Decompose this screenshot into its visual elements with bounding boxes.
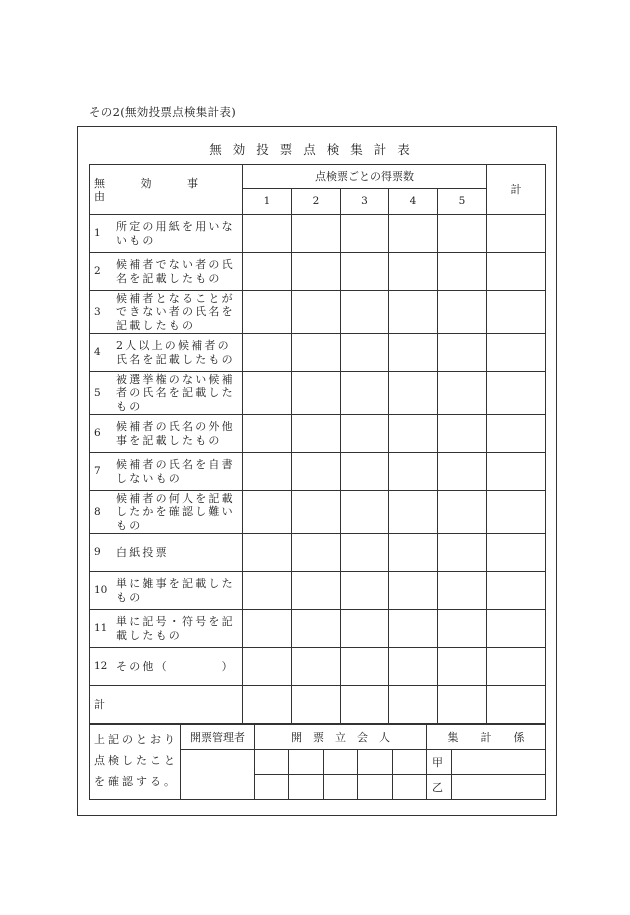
column-header-4: 4 [389,189,438,215]
tally-a-label: 甲 [427,750,452,775]
count-cell[interactable] [243,610,292,648]
count-cell[interactable] [243,491,292,534]
total-cell[interactable] [487,415,546,453]
reason-number: 2 [94,265,101,277]
witness-signature-cell[interactable] [393,775,427,800]
reason-number: 10 [94,584,108,596]
count-cell[interactable] [438,648,487,686]
count-cell[interactable] [341,610,389,648]
count-cell[interactable] [243,215,292,253]
reason-text: 候補者の何人を記載したかを確認し難いもの [116,491,235,532]
count-cell[interactable] [438,491,487,534]
count-cell[interactable] [389,686,438,724]
reason-number: 5 [94,386,101,399]
reason-cell [90,491,243,534]
count-cell[interactable] [243,648,292,686]
count-cell[interactable] [389,215,438,253]
column-header-5: 5 [438,189,487,215]
witness-signature-cell[interactable] [393,750,427,775]
reason-text: 被選挙権のない候補者の氏名を記載したもの [116,372,235,413]
count-cell[interactable] [341,291,389,334]
count-cell[interactable] [243,291,292,334]
count-cell[interactable] [341,534,389,572]
total-cell[interactable] [487,648,546,686]
witness-signature-cell[interactable] [255,775,289,800]
count-cell[interactable] [243,415,292,453]
column-header-2: 2 [292,189,341,215]
total-cell[interactable] [487,534,546,572]
reason-text: 候補者の氏名の外他事を記載したもの [116,420,235,447]
tally-b-label: 乙 [427,775,452,800]
count-cell[interactable] [389,334,438,372]
count-cell[interactable] [389,491,438,534]
vote-count-group-header: 点検票ごとの得票数 [243,165,487,189]
reason-number: 6 [94,427,101,439]
reason-row [90,372,546,415]
reason-row [90,334,546,372]
reason-text: 単に記号・符号を記載したもの [116,615,235,642]
total-row-label: 計 [90,686,243,724]
reason-text: 候補者となることができない者の氏名を記載したもの [116,291,235,332]
tally-a-signature-cell[interactable] [452,750,546,775]
total-cell[interactable] [487,572,546,610]
count-cell[interactable] [438,534,487,572]
count-cell[interactable] [341,686,389,724]
count-cell[interactable] [389,372,438,415]
reason-text: その他（ ） [116,659,235,673]
count-cell[interactable] [438,291,487,334]
reason-row [90,491,546,534]
reason-cell [90,291,243,334]
total-cell[interactable] [487,334,546,372]
reason-row [90,534,546,572]
reason-cell [90,453,243,491]
count-cell[interactable] [438,415,487,453]
count-cell[interactable] [389,610,438,648]
count-cell[interactable] [438,372,487,415]
reason-cell [90,572,243,610]
reason-row [90,215,546,253]
count-cell[interactable] [243,572,292,610]
count-cell[interactable] [292,648,341,686]
count-cell[interactable] [389,253,438,291]
count-cell[interactable] [292,610,341,648]
count-cell[interactable] [292,453,341,491]
reason-cell [90,534,243,572]
reason-number: 4 [94,346,101,358]
reason-cell [90,648,243,686]
count-cell[interactable] [341,572,389,610]
reason-cell [90,253,243,291]
manager-label: 開票管理者 [181,725,255,750]
count-cell[interactable] [389,648,438,686]
witness-signature-cell[interactable] [324,750,358,775]
column-header-1: 1 [243,189,292,215]
witness-signature-cell[interactable] [358,775,393,800]
reason-cell [90,215,243,253]
count-cell[interactable] [389,453,438,491]
reason-cell [90,372,243,415]
count-cell[interactable] [341,334,389,372]
total-cell[interactable] [487,291,546,334]
reason-column-header: 無 効 事 由 [90,165,243,215]
column-header-3: 3 [341,189,389,215]
count-cell[interactable] [292,334,341,372]
count-cell[interactable] [292,291,341,334]
reason-number: 9 [94,546,101,558]
reason-number: 7 [94,465,101,477]
count-cell[interactable] [292,534,341,572]
form-caption: その2(無効投票点検集計表) [89,105,236,119]
reason-number: 11 [94,622,108,634]
count-cell[interactable] [292,572,341,610]
count-cell[interactable] [243,253,292,291]
count-cell[interactable] [438,334,487,372]
reason-cell [90,334,243,372]
count-cell[interactable] [243,334,292,372]
reason-row [90,453,546,491]
witness-signature-cell[interactable] [289,775,324,800]
reason-row [90,415,546,453]
reason-number: 1 [94,227,101,239]
count-cell[interactable] [341,648,389,686]
count-cell[interactable] [438,215,487,253]
count-cell[interactable] [389,291,438,334]
reason-cell [90,415,243,453]
count-cell[interactable] [292,415,341,453]
reason-text: 候補者の氏名を自書しないもの [116,458,235,485]
total-column-header: 計 [487,165,546,215]
count-cell[interactable] [341,453,389,491]
count-cell[interactable] [243,686,292,724]
reason-number: 3 [94,305,101,318]
count-cell[interactable] [389,534,438,572]
invalid-vote-table [89,164,546,724]
witness-signature-cell[interactable] [289,750,324,775]
count-cell[interactable] [341,253,389,291]
total-cell[interactable] [487,686,546,724]
reason-text: 白紙投票 [116,545,169,559]
count-cell[interactable] [438,453,487,491]
form-title: 無効投票点検集計表 [209,142,421,157]
total-cell[interactable] [487,215,546,253]
witness-signature-cell[interactable] [324,775,358,800]
total-cell[interactable] [487,372,546,415]
count-cell[interactable] [389,572,438,610]
count-cell[interactable] [389,415,438,453]
reason-text: 所定の用紙を用いないもの [116,220,235,247]
count-cell[interactable] [292,686,341,724]
count-cell[interactable] [292,372,341,415]
reason-number: 12 [94,660,108,672]
reason-row [90,572,546,610]
total-cell[interactable] [487,610,546,648]
reason-row [90,610,546,648]
witness-label: 開 票 立 会 人 [255,725,427,750]
reason-cell [90,610,243,648]
reason-number: 8 [94,505,101,518]
reason-text: 2人以上の候補者の氏名を記載したもの [116,339,235,366]
witness-signature-cell[interactable] [358,750,393,775]
count-cell[interactable] [438,253,487,291]
count-cell[interactable] [243,453,292,491]
confirmation-statement: 上記のとおり点検したことを確認する。 [90,725,181,800]
count-cell[interactable] [341,415,389,453]
tally-label: 集 計 係 [427,725,546,750]
reason-row [90,648,546,686]
tally-b-signature-cell[interactable] [452,775,546,800]
reason-text: 単に雑事を記載したもの [116,577,235,604]
reason-row [90,291,546,334]
reason-text: 候補者でない者の氏名を記載したもの [116,258,235,285]
reason-row [90,253,546,291]
total-cell[interactable] [487,253,546,291]
count-cell[interactable] [243,534,292,572]
count-cell[interactable] [292,215,341,253]
total-row [90,686,546,724]
total-cell[interactable] [487,491,546,534]
count-cell[interactable] [438,686,487,724]
count-cell[interactable] [341,372,389,415]
count-cell[interactable] [292,491,341,534]
count-cell[interactable] [438,572,487,610]
count-cell[interactable] [292,253,341,291]
total-cell[interactable] [487,453,546,491]
count-cell[interactable] [243,372,292,415]
count-cell[interactable] [438,610,487,648]
manager-signature-cell[interactable] [181,750,255,800]
confirmation-table [89,724,546,800]
witness-signature-cell[interactable] [255,750,289,775]
count-cell[interactable] [341,491,389,534]
count-cell[interactable] [341,215,389,253]
